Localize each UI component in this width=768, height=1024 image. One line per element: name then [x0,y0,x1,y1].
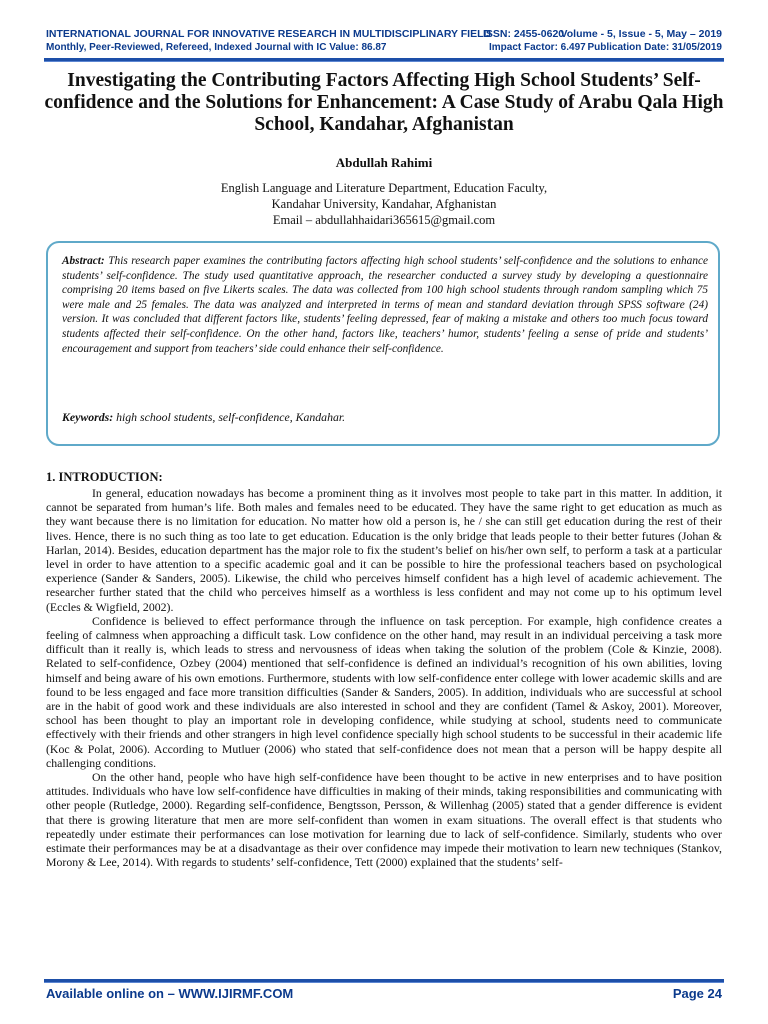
abstract-body: This research paper examines the contributing factors affecting high school students’ self-confidence and the solutions to enhance students’ self-confidence. The study used quantitative approach, the researcher conducted a survey study by developing a questionnaire comprising 20 items based on five Likerts scales. The data was collected from 100 high school students through random sampling which 75 were male and 25 females. The data was analyzed and interpreted in terms of mean and standard deviation through SPSS software (24) version. It was concluded that different factors like, students’ feeling depressed, fear of making a mistake and others too much focus toward students affected their self-confidence. On the other hand, factors like, teachers’ humor, students’ feeling a sense of pride and students’ encouragement and support from teachers’ side could enhance their self-confidence. [62,255,708,355]
author-affiliation [0,180,768,228]
paper-title: Investigating the Contributing Factors Affecting High School Students’ Self-confidence and the Solutions for Enhancement: A Case Study of Arabu Qala High School, Kandahar, Afghanistan [44,70,724,135]
section-heading: 1. INTRODUCTION: [46,470,163,484]
publication-date: Publication Date: 31/05/2019 [587,42,722,53]
page-number: Page 24 [672,986,722,1001]
body-paragraph: Confidence is believed to effect performance through the influence on task perception. For example, high confidence creates a feeling of calmness when approaching a difficult task. Low confidence on the other hand, may result in an individual perceiving a task more difficult than it really is, which leads to stress and nervousness of ideas when taking the solution of the problem (Cole & Kinzie, 2008). Related to self-confidence, Ozbey (2004) mentioned that self-confidence is defined an individual’s recognition of his own abilities, loving himself and being aware of his own emotions. Furthermore, students with low self-confidence enter college with lower academic skills and are found to be less engaged and face more transition difficulties (Sander & Sanders, 2005). In addition, individuals who are successful at school are in the habit of good work and these individuals are also interested in school and they are confident (Tamel & Askoy, 2001). Moreover, school has been thought to play an important role in developing confidence, while studying at school, students need to communicate effectively with their friends and other strangers in high level confidence specially high school students to be successful in their academic life (Koc & Polat, 2006). According to Mutluer (2006) who stated that self-confidence does not mean that a person will be happy despite all challenging conditions. [46,613,722,770]
author-email: Email – abdullahhaidari365615@gmail.com [272,213,496,227]
keywords [62,410,708,425]
abstract-text [62,254,708,356]
affiliation-line: Kandahar University, Kandahar, Afghanistan [271,197,497,211]
affiliation-line: English Language and Literature Department, Education Faculty, [220,181,548,195]
review-info: Monthly, Peer-Reviewed, Refereed, Indexed Journal with IC Value: 86.87 [46,42,387,53]
abstract-label: Abstract: [62,255,105,267]
volume-info: Volume - 5, Issue - 5, May – 2019 [560,28,722,40]
body-paragraph: On the other hand, people who have high self-confidence have been thought to be active in new enterprises and to have position attitudes. Individuals who have low self-confidence have difficulties in making of their minds, taking responsibilities and communicating with other people (Rutledge, 2000). Regarding self-confidence, Bengtsson, Persson, & Willenhag (2005) stated that a gender difference is evident that there is growing literature that men are more self-confident than women in exam situations. The overall effect is that students who repeatedly under estimate their performances can lose motivation for learning due to lack of self-confidence. Similarly, students who over estimate their performances may be at a disadvantage as their over confidence may impede their motivation to learn new techniques (Stankov, Morony & Lee, 2014). With regards to students’ self-confidence, Tett (2000) explained that the students’ self- [46,770,722,870]
journal-header-line-2 [46,42,722,56]
author-name: Abdullah Rahimi [335,155,433,170]
journal-header-line-1 [46,28,722,42]
footer-website: Available online on – WWW.IJIRMF.COM [46,986,294,1001]
keywords-label: Keywords: [62,410,114,424]
body-paragraph: In general, education nowadays has become a prominent thing as it involves most people to take part in this matter. In addition, it cannot be separated from human’s life. Both males and females need to be educated. They have the same right to get education as much as they want because there is no limitation for education. No matter how old a person is, he / she can still get education during the rest of their lives. Hence, there is no such thing as too late to get education. Education is the only bridge that leads people to their better futures (Johan & Harlan, 2014). Besides, education department has the major role to fix the student’s belief on his/her own self, to perform a task at a particular level in order to have attention to a specific academic goal and it can be possible to hire the professional teachers based on psychological experience (Sander & Sanders, 2005). Likewise, the child who perceives himself confident has a high level of academic achievement. The researcher further stated that the child who perceives himself as a worthless is less confident and may not come up to his optimum level (Eccles & Wigfield, 2002). [46,486,722,614]
impact-factor: Impact Factor: 6.497 [489,42,586,53]
footer-rule [44,979,724,983]
issn: ISSN: 2455-0620 [483,28,565,40]
keywords-list: high school students, self-confidence, Kandahar. [116,410,346,424]
header-rule [44,58,724,62]
journal-name: INTERNATIONAL JOURNAL FOR INNOVATIVE RESEARCH IN MULTIDISCIPLINARY FIELD [46,28,492,40]
introduction-body [46,486,722,869]
